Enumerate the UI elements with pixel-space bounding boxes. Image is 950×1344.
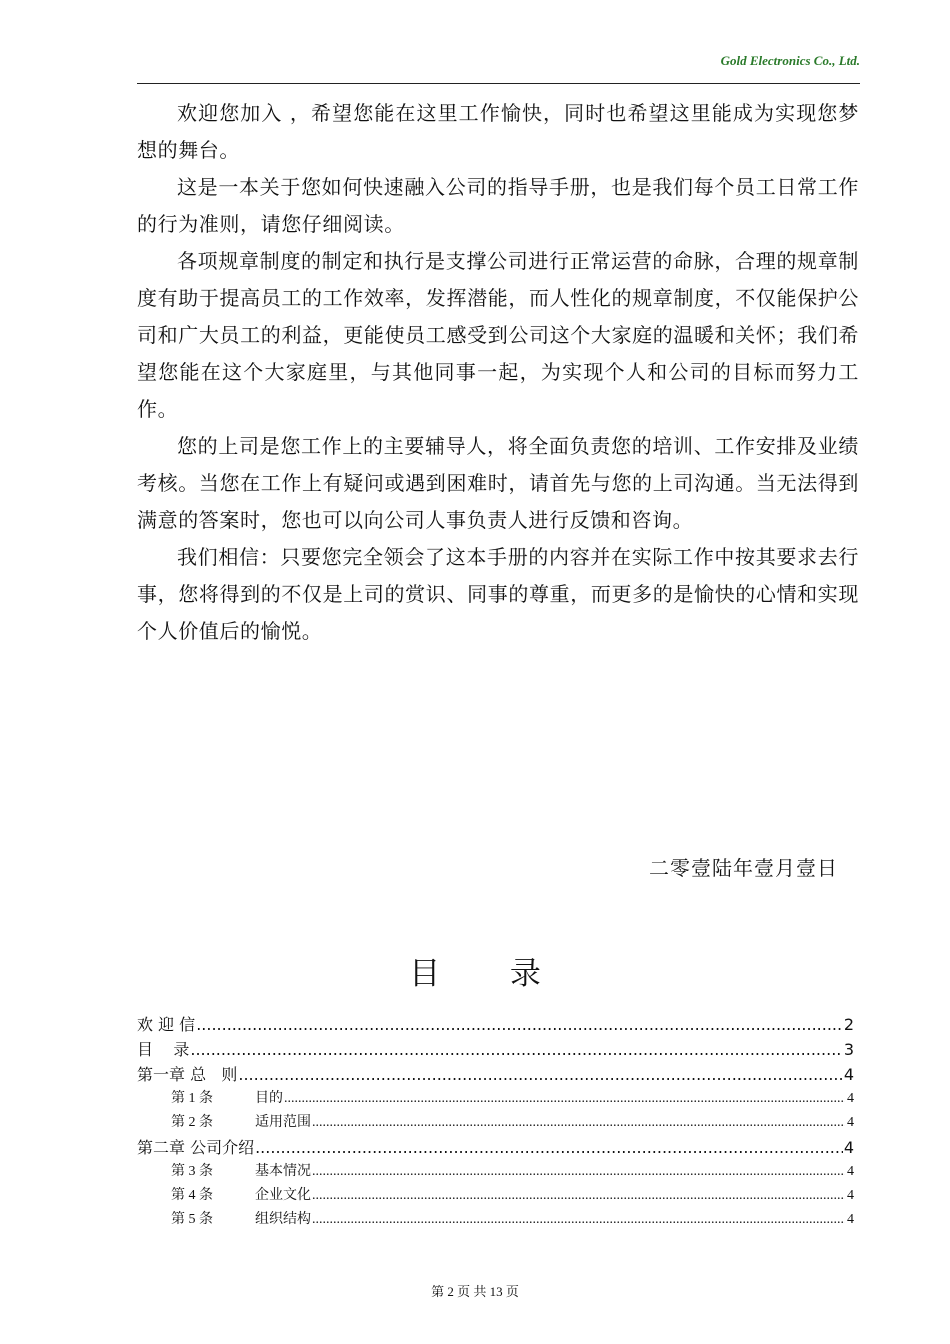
toc-article-number: 第 3 条 xyxy=(171,1164,213,1179)
header-divider xyxy=(137,83,860,84)
letter-date: 二零壹陆年壹月壹日 xyxy=(649,856,838,880)
welcome-letter xyxy=(137,95,859,650)
letter-paragraph-1: 欢迎您加入 ，希望您能在这里工作愉快，同时也希望这里能成为实现您梦想的舞台。 xyxy=(137,101,859,162)
toc-entry-page: 4 xyxy=(847,1091,854,1106)
toc-entry-label: 目 录 xyxy=(137,1040,190,1059)
toc-dot-leader xyxy=(312,1164,845,1180)
letter-paragraph-3: 各项规章制度的制定和执行是支撑公司进行正常运营的命脉，合理的规章制度有助于提高员工的工作效率，发挥潜能，而人性化的规章制度，不仅能保护公司和广大员工的利益，更能使员工感受到公司这个大家庭的温暖和关怀；我们希望您能在这个大家庭里，与其他同事一起，为实现个人和公司的目标而努力工作。 xyxy=(137,249,859,421)
toc-entry-label: 适用范围 xyxy=(255,1115,311,1130)
letter-paragraph-2: 这是一本关于您如何快速融入公司的指导手册，也是我们每个员工日常工作的行为准则，请您仔细阅读。 xyxy=(137,175,859,236)
toc-entry-page: 2 xyxy=(843,1015,854,1034)
toc-entry-article-3[interactable] xyxy=(137,1160,854,1184)
toc-entry-label: 企业文化 xyxy=(255,1188,311,1203)
letter-paragraph-4: 您的上司是您工作上的主要辅导人，将全面负责您的培训、工作安排及业绩考核。当您在工作上有疑问或遇到困难时，请首先与您的上司沟通。当无法得到满意的答案时，您也可以向公司人事负责人进行反馈和咨询。 xyxy=(137,434,859,532)
letter-paragraph-5: 我们相信：只要您完全领会了这本手册的内容并在实际工作中按其要求去行事，您将得到的不仅是上司的赏识、同事的尊重，而更多的是愉快的心情和实现个人价值后的愉悦。 xyxy=(137,545,859,643)
toc-entry-page: 4 xyxy=(847,1164,854,1179)
toc-entry-page: 3 xyxy=(843,1040,854,1059)
toc-dot-leader xyxy=(284,1091,845,1107)
header-company-name: Gold Electronics Co., Ltd. xyxy=(720,53,860,68)
page-footer: 第 2 页 共 13 页 xyxy=(431,1284,519,1299)
toc-dot-leader xyxy=(196,1015,843,1034)
toc-dot-leader xyxy=(238,1065,842,1084)
toc-entry-page: 4 xyxy=(843,1138,854,1157)
toc-dot-leader xyxy=(312,1212,845,1228)
toc-entry-label: 第一章 总 则 xyxy=(137,1065,238,1084)
toc-entry-article-4[interactable] xyxy=(137,1184,854,1208)
toc-entry-article-1[interactable] xyxy=(137,1087,854,1111)
toc-entry-article-2[interactable] xyxy=(137,1111,854,1135)
toc-dot-leader xyxy=(312,1115,845,1131)
toc-entry-label: 基本情况 xyxy=(255,1164,311,1179)
toc-entry-page: 4 xyxy=(843,1065,854,1084)
toc-entry-label: 第二章 公司介绍 xyxy=(137,1138,255,1157)
toc-article-number: 第 4 条 xyxy=(171,1188,213,1203)
toc-entry-chapter-2[interactable] xyxy=(137,1135,854,1160)
toc-dot-leader xyxy=(255,1138,843,1157)
toc-entry-article-5[interactable] xyxy=(137,1208,854,1232)
toc-entry-page: 4 xyxy=(847,1188,854,1203)
toc-entry-page: 4 xyxy=(847,1115,854,1130)
table-of-contents xyxy=(137,1012,854,1232)
toc-article-number: 第 2 条 xyxy=(171,1115,213,1130)
toc-article-number: 第 1 条 xyxy=(171,1091,213,1106)
toc-article-number: 第 5 条 xyxy=(171,1212,213,1227)
toc-dot-leader xyxy=(190,1040,842,1059)
toc-entry-label: 目的 xyxy=(255,1091,283,1106)
toc-entry-page: 4 xyxy=(847,1212,854,1227)
toc-dot-leader xyxy=(312,1188,845,1204)
toc-entry-label: 欢 迎 信 xyxy=(137,1015,196,1034)
toc-entry-label: 组织结构 xyxy=(255,1212,311,1227)
toc-entry-welcome[interactable] xyxy=(137,1012,854,1037)
toc-title: 目 录 xyxy=(409,956,571,992)
toc-entry-contents[interactable] xyxy=(137,1037,854,1062)
toc-entry-chapter-1[interactable] xyxy=(137,1062,854,1087)
